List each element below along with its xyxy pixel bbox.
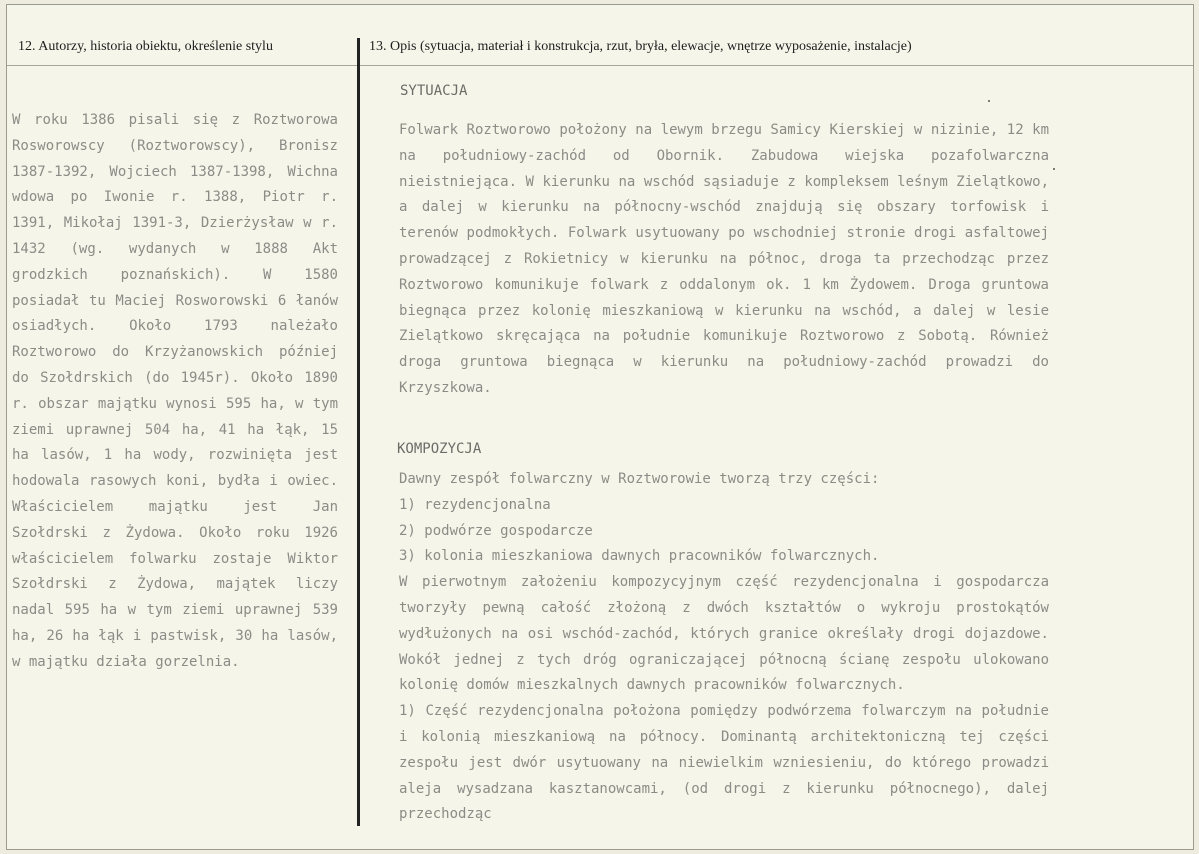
header-rule [7,65,1193,66]
ink-speck [988,100,990,102]
section-title-kompozycja: KOMPOZYCJA [397,441,482,457]
kompozycja-body [399,467,1049,828]
kompozycja-paragraph: W pierwotnym założeniu kompozycyjnym część rezydencjonalna i gospodarcza tworzyły pewną całość złożoną z dwóch kształtów o wykroju prostokątów wydłużonych na osi wschód-zachód, których granice określały drogi dojazdowe. Wokół jednej z tych dróg ograniczającej północną ścianę zespołu ulokowano kolonię domów mieszkalnych dawnych pracowników folwarcznych. [399,574,1049,694]
kompozycja-item: 2) podwórze gospodarcze [399,522,593,539]
history-text: W roku 1386 pisali się z Roztworowa Rosworowscy (Roztworowscy), Bronisz 1387-1392, Wojciech 1387-1398, Wichna wdowa po Iwonie r. 1388, Piotr r. 1391, Mikołaj 1391-3, Dzierżysław w r. 1432 (wg. wydanych w 1888 Akt grodzkich poznańskich). W 1580 posiadał tu Maciej Rosworowski 6 łanów osiadłych. Około 1793 należało Roztworowo do Krzyżanowskich później do Szołdrskich (do 1945r). Około 1890 r. obszar majątku wynosi 595 ha, w tym ziemi uprawnej 504 ha, 41 ha łąk, 15 ha lasów, 1 ha wody, rozwinięta jest hodowala rasowych koni, bydła i owiec. Właścicielem majątku jest Jan Szołdrski z Żydowa. Około roku 1926 właścicielem folwarku zostaje Wiktor Szołdrski z Żydowa, majątek liczy nadal 595 ha w tym ziemi uprawnej 539 ha, 26 ha łąk i pastwisk, 30 ha lasów, w majątku działa gorzelnia. [12,112,338,670]
column-divider [357,38,360,826]
kompozycja-paragraph: 1) Część rezydencjonalna położona pomiędzy podwórzema folwarczym na południe i kolonią mieszkaniową na północy. Dominantą architektoniczną tej części zespołu jest dwór usytuowany na niewielkim wzniesieniu, do którego prowadzi aleja wysadzana kasztanowcami, (od drogi z kierunku północnego), dalej przechodząc [399,703,1049,823]
left-column-header: 12. Autorzy, historia obiektu, określenie stylu [18,39,273,54]
sytuacja-text: Folwark Roztworowo położony na lewym brzegu Samicy Kierskiej w nizinie, 12 km na południowy-zachód od Obornik. Zabudowa wiejska pozafolwarczna nieistniejąca. W kierunku na wschód sąsiaduje z kompleksem leśnym Zielątkowo, a dalej w kierunku na północny-wschód znajdują się obszary torfowisk i terenów podmokłych. Folwark usytuowany po wschodniej stronie drogi asfaltowej prowadzącej z Rokietnicy w kierunku na północ, droga ta przechodząc przez Roztworowo komunikuje folwark z oddalonym ok. 1 km Żydowem. Droga gruntowa biegnąca przez kolonię mieszkaniową w kierunku na wschód, a dalej w lesie Zielątkowo skręcająca na południe komunikuje Roztworowo z Sobotą. Również droga gruntowa biegnąca w kierunku na południowy-zachód prowadzi do Krzyszkowa. [399,122,1049,396]
kompozycja-item: 3) kolonia mieszkaniowa dawnych pracowników folwarcznych. [399,548,880,565]
kompozycja-item: 1) rezydencjonalna [399,496,551,513]
kompozycja-intro: Dawny zespół folwarczny w Roztworowie tworzą trzy części: [399,471,880,487]
right-column-header: 13. Opis (sytuacja, materiał i konstrukcja, rzut, bryła, elewacje, wnętrze wyposażenie, instalacje) [369,39,912,54]
section-title-sytuacja: SYTUACJA [400,83,468,99]
ink-speck [1053,168,1055,170]
